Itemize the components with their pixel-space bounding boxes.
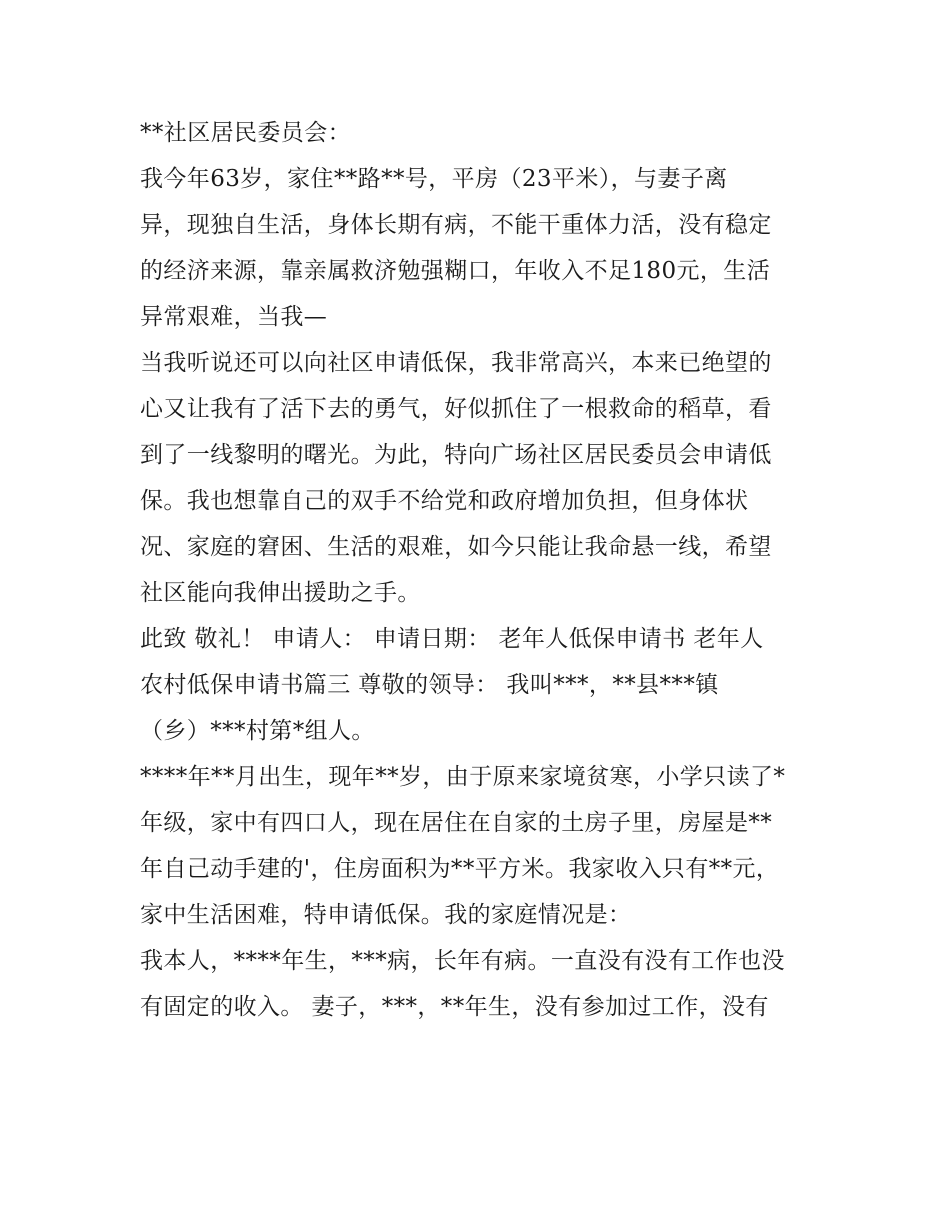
text-line: 的经济来源，靠亲属救济勉强糊口，年收入不足180元，生活 xyxy=(140,258,771,284)
text-line: 我今年63岁，家住**路**号，平房（23平米），与妻子离 xyxy=(140,166,728,192)
text-line: 家中生活困难，特申请低保。我的家庭情况是： xyxy=(140,902,632,928)
text-line: 异常艰难，当我— xyxy=(140,304,328,330)
text-line: 社区能向我伸出援助之手。 xyxy=(140,580,421,606)
text-line: 心又让我有了活下去的勇气，好似抓住了一根救命的稻草，看 xyxy=(140,396,772,422)
text-line: 年自己动手建的'，住房面积为**平方米。我家收入只有**元， xyxy=(140,856,780,882)
text-line: 到了一线黎明的曙光。为此，特向广场社区居民委员会申请低 xyxy=(140,442,772,468)
text-line: 我本人，****年生，***病，长年有病。一直没有没有工作也没 xyxy=(140,948,785,974)
text-line: 保。我也想靠自己的双手不给党和政府增加负担，但身体状 xyxy=(140,488,749,514)
text-line: 异，现独自生活，身体长期有病，不能干重体力活，没有稳定 xyxy=(140,212,772,238)
text-line: **社区居民委员会： xyxy=(140,120,351,146)
text-line: 况、家庭的窘困、生活的艰难，如今只能让我命悬一线，希望 xyxy=(140,534,772,560)
text-line: 农村低保申请书篇三 尊敬的领导： 我叫***，**县***镇 xyxy=(140,672,719,698)
text-line: 此致 敬礼！ 申请人： 申请日期： 老年人低保申请书 老年人 xyxy=(140,626,764,652)
text-line: 年级，家中有四口人，现在居住在自家的土房子里，房屋是** xyxy=(140,810,773,836)
text-line: （乡）***村第*组人。 xyxy=(140,718,375,744)
document-body xyxy=(140,110,820,1030)
text-line: 当我听说还可以向社区申请低保，我非常高兴，本来已绝望的 xyxy=(140,350,772,376)
text-line: 有固定的收入。 妻子，***，**年生，没有参加过工作，没有 xyxy=(140,994,769,1020)
text-line: ****年**月出生，现年**岁，由于原来家境贫寒，小学只读了* xyxy=(140,764,786,790)
